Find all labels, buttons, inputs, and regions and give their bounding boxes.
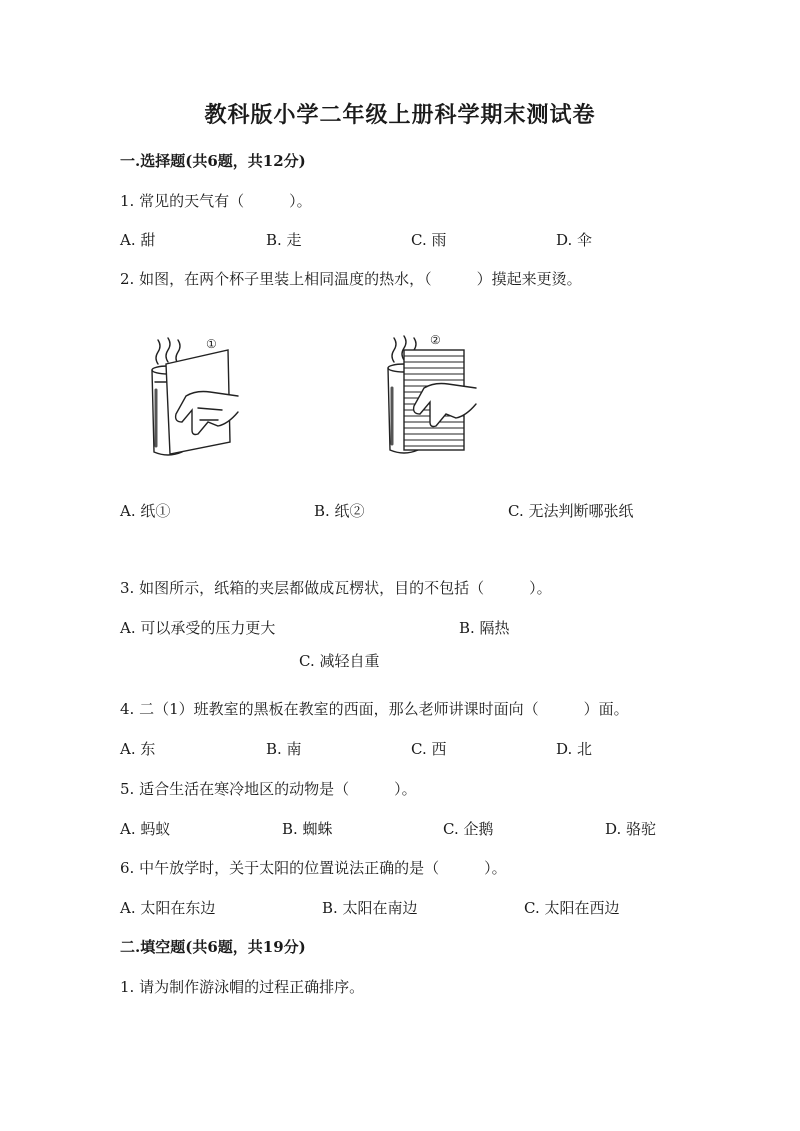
q6-option-c: C. 太阳在西边 bbox=[524, 899, 620, 917]
q3-option-a: A. 可以承受的压力更大 bbox=[120, 619, 276, 637]
page-title: 教科版小学二年级上册科学期末测试卷 bbox=[204, 102, 596, 128]
fill-question-1: 1. 请为制作游泳帽的过程正确排序。 bbox=[120, 978, 365, 996]
question-3: 3. 如图所示，纸箱的夹层都做成瓦楞状，目的不包括（ ）。 bbox=[120, 579, 552, 597]
q5-option-a: A. 蚂蚁 bbox=[120, 820, 171, 838]
q1-option-d: D. 伞 bbox=[556, 231, 593, 249]
q4-option-c: C. 西 bbox=[411, 740, 447, 758]
q4-option-a: A. 东 bbox=[120, 740, 156, 758]
q3-option-c: C. 减轻自重 bbox=[299, 652, 380, 670]
q5-option-c: C. 企鹅 bbox=[443, 820, 494, 838]
figure-cup-paper-2 bbox=[382, 326, 482, 458]
q5-option-d: D. 骆驼 bbox=[605, 820, 657, 838]
figure-label-2: ② bbox=[430, 333, 441, 347]
q2-option-a: A. 纸① bbox=[120, 502, 171, 520]
q1-option-c: C. 雨 bbox=[411, 231, 447, 249]
q1-option-a: A. 甜 bbox=[120, 231, 156, 249]
q6-option-a: A. 太阳在东边 bbox=[120, 899, 216, 917]
question-4: 4. 二（1）班教室的黑板在教室的西面，那么老师讲课时面向（ ）面。 bbox=[120, 700, 629, 718]
figure-cup-paper-1 bbox=[148, 330, 248, 462]
steam-line bbox=[156, 340, 160, 364]
q1-option-b: B. 走 bbox=[266, 231, 302, 249]
q6-option-b: B. 太阳在南边 bbox=[322, 899, 418, 917]
question-2: 2. 如图，在两个杯子里装上相同温度的热水，（ ）摸起来更烫。 bbox=[120, 270, 582, 288]
q4-option-d: D. 北 bbox=[556, 740, 593, 758]
q3-option-b: B. 隔热 bbox=[459, 619, 510, 637]
section-heading-fill: 二.填空题(共6题，共19分) bbox=[120, 938, 306, 956]
q2-option-b: B. 纸② bbox=[314, 502, 365, 520]
q2-option-c: C. 无法判断哪张纸 bbox=[508, 502, 634, 520]
q5-option-b: B. 蜘蛛 bbox=[282, 820, 333, 838]
section-heading-choice: 一.选择题(共6题，共12分) bbox=[120, 152, 306, 170]
question-1: 1. 常见的天气有（ ）。 bbox=[120, 192, 312, 210]
figure-label-1: ① bbox=[206, 337, 217, 351]
question-5: 5. 适合生活在寒冷地区的动物是（ ）。 bbox=[120, 780, 417, 798]
q4-option-b: B. 南 bbox=[266, 740, 302, 758]
steam-line bbox=[166, 338, 170, 362]
question-6: 6. 中午放学时，关于太阳的位置说法正确的是（ ）。 bbox=[120, 859, 507, 877]
